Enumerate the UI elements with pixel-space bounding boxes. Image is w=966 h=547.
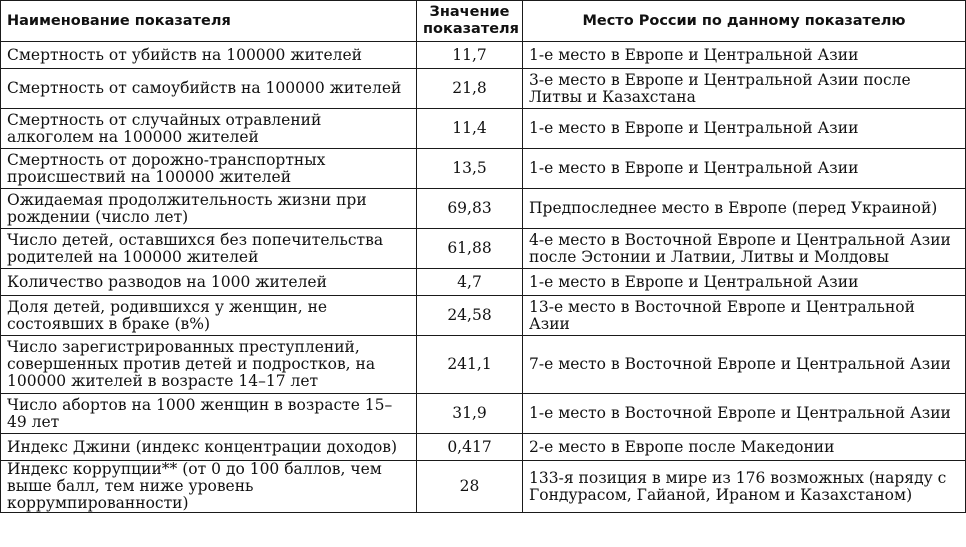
russia-place: 1-е место в Восточной Европе и Центральной Азии <box>523 394 966 434</box>
table-row <box>1 336 966 394</box>
russia-place: 3-е место в Европе и Центральной Азии после Литвы и Казахстана <box>523 69 966 109</box>
table-row <box>1 69 966 109</box>
russia-place: 1-е место в Европе и Центральной Азии <box>523 109 966 149</box>
indicator-value: 28 <box>417 461 523 513</box>
table-row <box>1 461 966 513</box>
indicator-value: 24,58 <box>417 296 523 336</box>
indicator-name: Смертность от дорожно-транспортных происшествий на 100000 жителей <box>1 149 417 189</box>
indicator-name: Количество разводов на 1000 жителей <box>1 269 417 296</box>
russia-place: 1-е место в Европе и Центральной Азии <box>523 149 966 189</box>
indicator-name: Индекс коррупции** (от 0 до 100 баллов, чем выше балл, тем ниже уровень коррумпированности) <box>1 461 417 513</box>
table-row <box>1 269 966 296</box>
russia-place: 2-е место в Европе после Македонии <box>523 434 966 461</box>
russia-place: 133-я позиция в мире из 176 возможных (наряду с Гондурасом, Гайаной, Ираном и Казахстаном) <box>523 461 966 513</box>
table-row <box>1 229 966 269</box>
indicator-name: Число зарегистрированных преступлений, совершенных против детей и подростков, на 100000 жителей в возрасте 14–17 лет <box>1 336 417 394</box>
table-header-row <box>1 1 966 42</box>
russia-place: Предпоследнее место в Европе (перед Украиной) <box>523 189 966 229</box>
indicator-value: 11,7 <box>417 42 523 69</box>
header-indicator-name: Наименование показателя <box>1 1 417 42</box>
table-row <box>1 189 966 229</box>
indicator-name: Смертность от убийств на 100000 жителей <box>1 42 417 69</box>
indicator-name: Индекс Джини (индекс концентрации доходов) <box>1 434 417 461</box>
russia-place: 1-е место в Европе и Центральной Азии <box>523 42 966 69</box>
indicator-value: 0,417 <box>417 434 523 461</box>
indicator-name: Число детей, оставшихся без попечительства родителей на 100000 жителей <box>1 229 417 269</box>
russia-place: 13-е место в Восточной Европе и Центральной Азии <box>523 296 966 336</box>
indicator-value: 31,9 <box>417 394 523 434</box>
indicator-value: 21,8 <box>417 69 523 109</box>
table-row <box>1 296 966 336</box>
russia-place: 4-е место в Восточной Европе и Центральной Азии после Эстонии и Латвии, Литвы и Молдовы <box>523 229 966 269</box>
indicator-name: Число абортов на 1000 женщин в возрасте 15–49 лет <box>1 394 417 434</box>
header-indicator-value: Значение показателя <box>417 1 523 42</box>
russia-place: 1-е место в Европе и Центральной Азии <box>523 269 966 296</box>
indicator-value: 11,4 <box>417 109 523 149</box>
indicator-value: 4,7 <box>417 269 523 296</box>
indicator-name: Ожидаемая продолжительность жизни при рождении (число лет) <box>1 189 417 229</box>
indicator-value: 61,88 <box>417 229 523 269</box>
table-row <box>1 394 966 434</box>
russia-place: 7-е место в Восточной Европе и Центральной Азии <box>523 336 966 394</box>
table-row <box>1 434 966 461</box>
table-row <box>1 109 966 149</box>
indicator-name: Смертность от самоубийств на 100000 жителей <box>1 69 417 109</box>
table-row <box>1 149 966 189</box>
indicator-value: 13,5 <box>417 149 523 189</box>
indicator-name: Доля детей, родившихся у женщин, не состоявших в браке (в%) <box>1 296 417 336</box>
table-row <box>1 42 966 69</box>
indicator-value: 241,1 <box>417 336 523 394</box>
indicator-value: 69,83 <box>417 189 523 229</box>
indicator-name: Смертность от случайных отравлений алкоголем на 100000 жителей <box>1 109 417 149</box>
header-russia-place: Место России по данному показателю <box>523 1 966 42</box>
